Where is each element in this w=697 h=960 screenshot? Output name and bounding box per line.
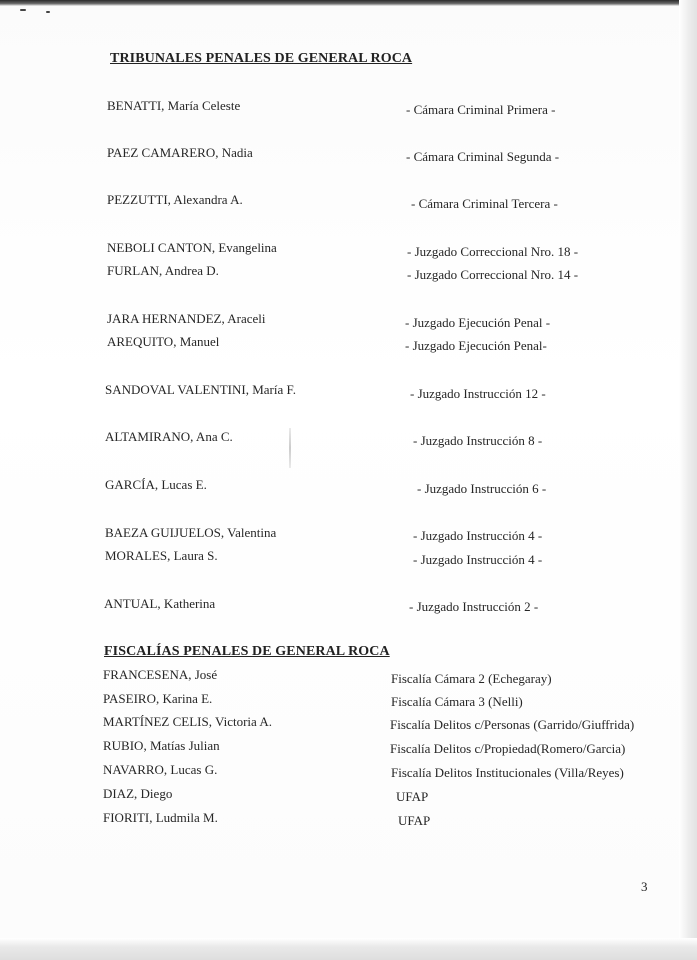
fiscalias-heading: FISCALÍAS PENALES DE GENERAL ROCA bbox=[104, 644, 390, 659]
judge-name: ANTUAL, Katherina bbox=[104, 596, 216, 611]
court-name: - Juzgado Instrucción 4 - bbox=[413, 528, 543, 543]
scan-right-edge bbox=[679, 0, 697, 960]
prosecutor-office: Fiscalía Delitos Institucionales (Villa/Reyes) bbox=[391, 765, 624, 780]
scan-top-edge bbox=[0, 0, 697, 6]
court-name: - Cámara Criminal Segunda - bbox=[406, 149, 560, 164]
prosecutor-office: Fiscalía Delitos c/Propiedad(Romero/Garcia) bbox=[390, 741, 626, 756]
court-name: - Juzgado Instrucción 12 - bbox=[410, 386, 546, 401]
judge-name: BENATTI, María Celeste bbox=[107, 98, 241, 113]
prosecutor-name: NAVARRO, Lucas G. bbox=[103, 762, 218, 777]
judge-name: SANDOVAL VALENTINI, María F. bbox=[105, 382, 296, 397]
judge-name: MORALES, Laura S. bbox=[105, 548, 218, 563]
prosecutor-name: DIAZ, Diego bbox=[103, 786, 173, 801]
prosecutor-name: FRANCESENA, José bbox=[103, 667, 218, 682]
judge-name: AREQUITO, Manuel bbox=[107, 334, 220, 349]
paper-crease bbox=[289, 428, 291, 468]
prosecutor-office: UFAP bbox=[398, 813, 431, 828]
judge-name: JARA HERNANDEZ, Araceli bbox=[107, 311, 266, 326]
court-name: - Juzgado Instrucción 6 - bbox=[417, 481, 547, 496]
judge-name: ALTAMIRANO, Ana C. bbox=[105, 429, 233, 444]
prosecutor-office: Fiscalía Cámara 2 (Echegaray) bbox=[391, 671, 552, 686]
prosecutor-office: Fiscalía Cámara 3 (Nelli) bbox=[391, 694, 523, 709]
prosecutor-name: RUBIO, Matías Julian bbox=[103, 738, 220, 753]
court-name: - Juzgado Ejecución Penal - bbox=[405, 315, 551, 330]
judge-name: PEZZUTTI, Alexandra A. bbox=[107, 192, 243, 207]
court-name: - Juzgado Instrucción 4 - bbox=[413, 552, 543, 567]
judge-name: NEBOLI CANTON, Evangelina bbox=[107, 240, 277, 255]
court-name: - Juzgado Correccional Nro. 14 - bbox=[407, 267, 579, 282]
scan-speck bbox=[46, 11, 50, 13]
judge-name: GARCÍA, Lucas E. bbox=[105, 477, 207, 492]
judge-name: PAEZ CAMARERO, Nadia bbox=[107, 145, 253, 160]
prosecutor-name: FIORITI, Ludmila M. bbox=[103, 810, 218, 825]
court-name: - Cámara Criminal Tercera - bbox=[411, 196, 558, 211]
court-name: - Juzgado Correccional Nro. 18 - bbox=[407, 244, 579, 259]
court-name: - Juzgado Ejecución Penal- bbox=[405, 338, 547, 353]
scan-speck bbox=[20, 9, 26, 11]
tribunales-heading: TRIBUNALES PENALES DE GENERAL ROCA bbox=[110, 51, 413, 66]
court-name: - Juzgado Instrucción 2 - bbox=[409, 599, 539, 614]
page-number: 3 bbox=[641, 879, 648, 894]
prosecutor-office: UFAP bbox=[396, 789, 429, 804]
court-name: - Cámara Criminal Primera - bbox=[406, 102, 556, 117]
judge-name: BAEZA GUIJUELOS, Valentina bbox=[105, 525, 277, 540]
judge-name: FURLAN, Andrea D. bbox=[107, 263, 219, 278]
prosecutor-name: MARTÍNEZ CELIS, Victoria A. bbox=[103, 714, 272, 729]
court-name: - Juzgado Instrucción 8 - bbox=[413, 433, 543, 448]
prosecutor-office: Fiscalía Delitos c/Personas (Garrido/Giuffrida) bbox=[390, 717, 635, 732]
scan-bottom-edge bbox=[0, 938, 697, 960]
prosecutor-name: PASEIRO, Karina E. bbox=[103, 691, 213, 706]
